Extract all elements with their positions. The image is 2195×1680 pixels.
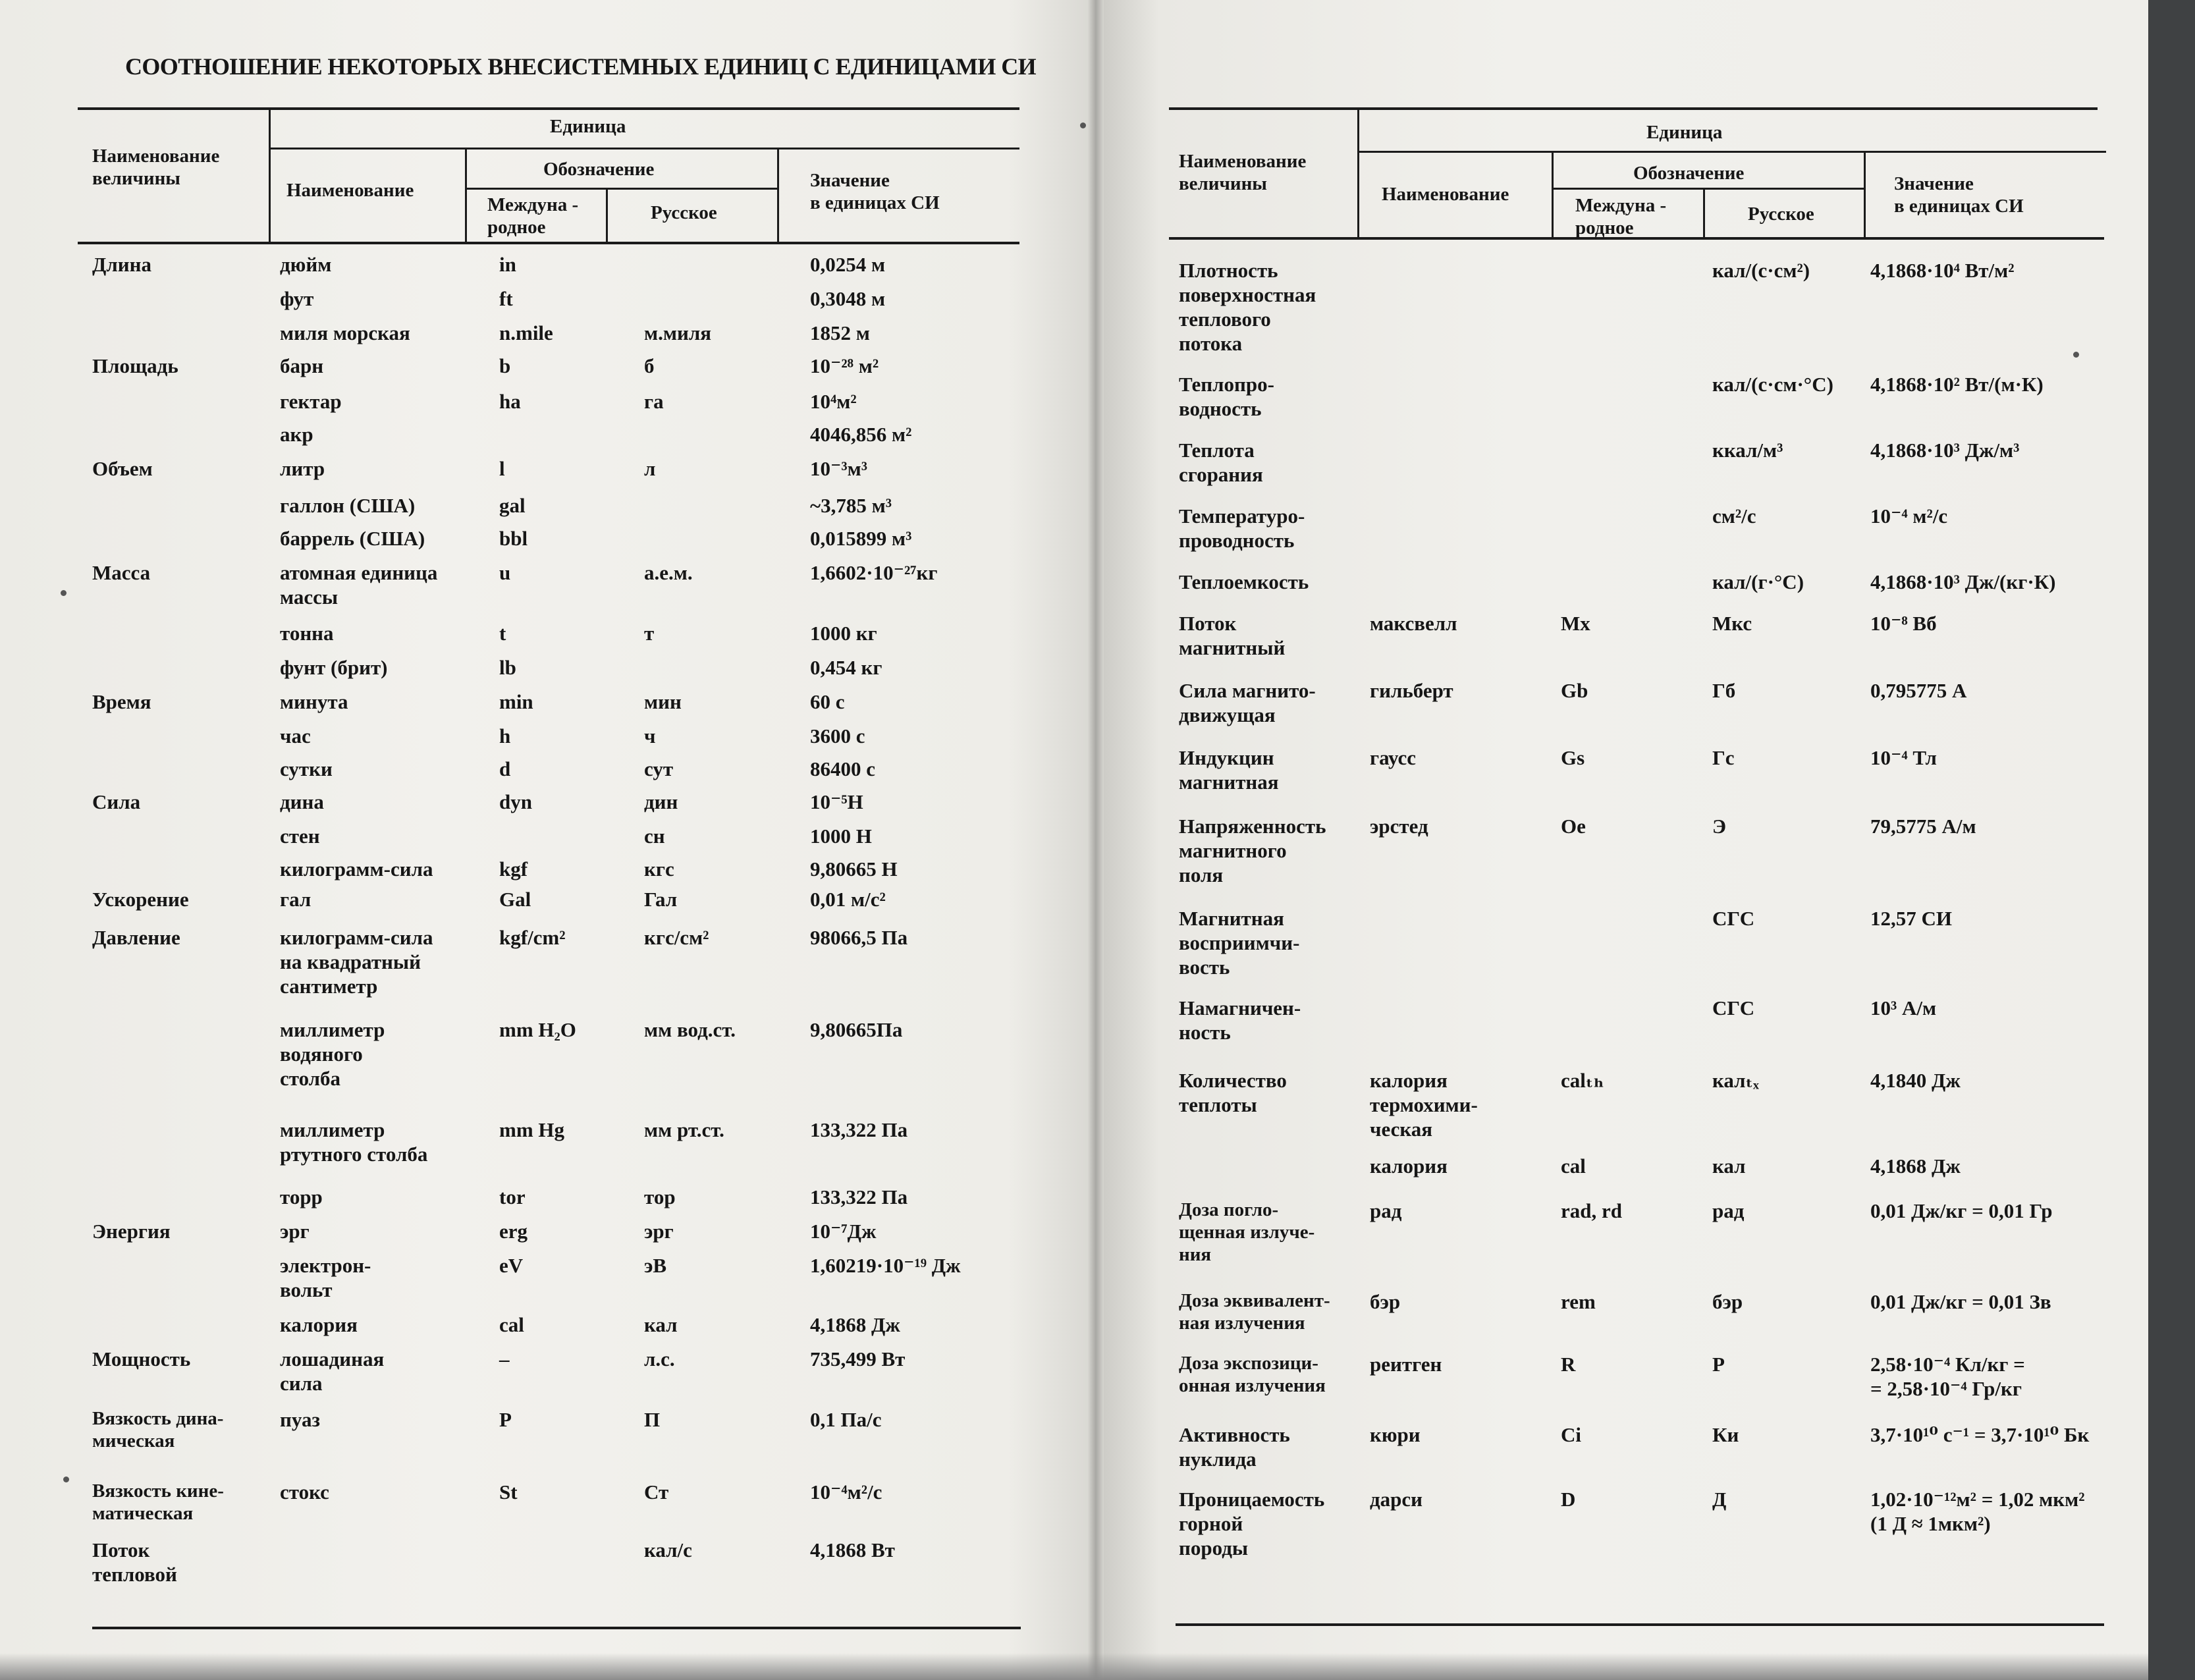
unit-name-cell: дюйм <box>280 253 332 276</box>
international-symbol-cell: rad, rd <box>1561 1199 1622 1222</box>
header-si-value: Значение в единицах СИ <box>810 170 940 213</box>
quantity-cell: Напряженность магнитного поля <box>1179 815 1326 886</box>
si-value-cell: 60 с <box>810 690 845 713</box>
header-quantity: Наименование величины <box>1179 151 1307 194</box>
unit-name-cell: минута <box>280 690 348 713</box>
international-symbol-cell: n.mile <box>499 321 553 344</box>
international-symbol-cell: D <box>1561 1488 1576 1511</box>
header-divider <box>1357 107 1359 238</box>
russian-symbol-cell: калₜₓ <box>1712 1069 1759 1092</box>
unit-name-cell: стокс <box>280 1480 329 1504</box>
unit-name-cell: гаусс <box>1370 746 1417 769</box>
russian-symbol-cell: СГС <box>1712 907 1755 930</box>
unit-name-cell: килограмм-сила на квадратный сантиметр <box>280 926 433 998</box>
si-value-cell: 0,01 Дж/кг = 0,01 Зв <box>1870 1290 2051 1313</box>
russian-symbol-cell: П <box>644 1408 661 1431</box>
si-value-cell: 1852 м <box>810 321 870 344</box>
si-value-cell: 10⁻⁵Н <box>810 790 863 813</box>
header-bottom-rule <box>78 242 1019 244</box>
si-value-cell: 10⁻⁷Дж <box>810 1220 877 1243</box>
header-top-rule <box>1169 107 2098 110</box>
unit-name-cell: миля морская <box>280 321 410 344</box>
unit-name-cell: гал <box>280 888 312 911</box>
unit-name-cell: стен <box>280 825 320 848</box>
international-symbol-cell: calₜₕ <box>1561 1069 1604 1092</box>
quantity-cell: Объем <box>92 457 153 480</box>
russian-symbol-cell: бэр <box>1712 1290 1743 1313</box>
russian-symbol-cell: мм рт.ст. <box>644 1118 724 1141</box>
left-table-bottom-rule <box>92 1627 1021 1629</box>
si-value-cell: 12,57 СИ <box>1870 907 1952 930</box>
si-value-cell: 4,1868 Вт <box>810 1538 895 1561</box>
unit-name-cell: калория <box>280 1313 358 1336</box>
russian-symbol-cell: дин <box>644 790 678 813</box>
russian-symbol-cell: сут <box>644 757 674 780</box>
quantity-cell: Вязкость кине- матическая <box>92 1480 224 1524</box>
russian-symbol-cell: кал <box>644 1313 678 1336</box>
si-value-cell: 10⁻⁴м²/с <box>810 1480 882 1504</box>
international-symbol-cell: P <box>499 1408 512 1431</box>
russian-symbol-cell: ч <box>644 724 656 747</box>
unit-name-cell: баррель (США) <box>280 527 425 550</box>
unit-name-cell: торр <box>280 1185 323 1208</box>
quantity-cell: Площадь <box>92 354 178 377</box>
russian-symbol-cell: Э <box>1712 815 1727 838</box>
unit-name-cell: максвелл <box>1370 612 1457 635</box>
si-value-cell: 0,015899 м³ <box>810 527 912 550</box>
international-symbol-cell: b <box>499 354 511 377</box>
quantity-cell: Количество теплоты <box>1179 1069 1287 1116</box>
header-divider <box>1864 151 1866 238</box>
si-value-cell: 10⁻³м³ <box>810 457 868 480</box>
si-value-cell: 1000 Н <box>810 825 872 848</box>
russian-symbol-cell: а.е.м. <box>644 561 693 584</box>
designation-rule <box>1553 188 1865 190</box>
si-value-cell: 4,1868·10² Вт/(м·К) <box>1870 373 2044 396</box>
quantity-cell: Индукцин магнитная <box>1179 746 1279 794</box>
designation-rule <box>466 188 778 190</box>
quantity-cell: Доза погло- щенная излуче- ния <box>1179 1199 1315 1265</box>
header-divider <box>269 107 271 243</box>
russian-symbol-cell: кгс <box>644 857 674 881</box>
unit-name-cell: килограмм-сила <box>280 857 433 881</box>
paper-speck <box>1080 122 1086 128</box>
international-symbol-cell: kgf <box>499 857 528 881</box>
quantity-cell: Энергия <box>92 1220 171 1243</box>
header-unit: Единица <box>550 116 626 137</box>
unit-name-cell: калория термохими- ческая <box>1370 1069 1478 1141</box>
quantity-cell: Сила магнито- движущая <box>1179 679 1316 726</box>
russian-symbol-cell: Гб <box>1712 679 1736 702</box>
header-si-value: Значение в единицах СИ <box>1894 173 2024 217</box>
unit-name-cell: сутки <box>280 757 333 780</box>
international-symbol-cell: Oe <box>1561 815 1586 838</box>
russian-symbol-cell: кал/(с·см·°С) <box>1712 373 1833 396</box>
russian-symbol-cell: мм вод.ст. <box>644 1018 736 1041</box>
international-symbol-cell: gal <box>499 494 526 517</box>
header-designation: Обозначение <box>543 159 655 180</box>
russian-symbol-cell: тор <box>644 1185 676 1208</box>
international-symbol-cell: cal <box>1561 1154 1586 1178</box>
quantity-cell: Сила <box>92 790 141 813</box>
quantity-cell: Проницаемость горной породы <box>1179 1488 1325 1559</box>
header-top-rule <box>78 107 1019 110</box>
unit-name-cell: лошадиная сила <box>280 1347 385 1395</box>
unit-name-cell: электрон- вольт <box>280 1254 371 1301</box>
international-symbol-cell: mm H₂O <box>499 1018 576 1041</box>
international-symbol-cell: Ci <box>1561 1423 1581 1446</box>
si-value-cell: 0,01 м/с² <box>810 888 886 911</box>
si-value-cell: 133,322 Па <box>810 1185 908 1208</box>
russian-symbol-cell: кал/(г·°С) <box>1712 570 1804 593</box>
russian-symbol-cell: б <box>644 354 655 377</box>
header-divider <box>1703 188 1705 238</box>
russian-symbol-cell: Ки <box>1712 1423 1739 1446</box>
russian-symbol-cell: л <box>644 457 656 480</box>
si-value-cell: 1,6602·10⁻²⁷кг <box>810 561 938 584</box>
russian-symbol-cell: м.миля <box>644 321 712 344</box>
unit-name-cell: дарси <box>1370 1488 1423 1511</box>
si-value-cell: 1,02·10⁻¹²м² = 1,02 мкм² (1 Д ≈ 1мкм²) <box>1870 1488 2085 1535</box>
header-name: Наименование <box>286 180 414 201</box>
international-symbol-cell: h <box>499 724 511 747</box>
si-value-cell: 98066,5 Па <box>810 926 908 949</box>
international-symbol-cell: lb <box>499 656 516 679</box>
header-designation: Обозначение <box>1633 163 1745 184</box>
si-value-cell: 4,1868 Дж <box>810 1313 900 1336</box>
international-symbol-cell: – <box>499 1347 510 1370</box>
si-value-cell: 0,3048 м <box>810 287 886 310</box>
header-russian: Русское <box>1748 203 1814 225</box>
international-symbol-cell: Gb <box>1561 679 1588 702</box>
quantity-cell: Вязкость дина- мическая <box>92 1408 224 1451</box>
international-symbol-cell: dyn <box>499 790 532 813</box>
unit-name-cell: гильберт <box>1370 679 1453 702</box>
page-title: СООТНОШЕНИЕ НЕКОТОРЫХ ВНЕСИСТЕМНЫХ ЕДИНИЦ С ЕДИНИЦАМИ СИ <box>125 53 1037 80</box>
quantity-cell: Температуро- проводность <box>1179 504 1305 552</box>
russian-symbol-cell: СГС <box>1712 996 1755 1019</box>
international-symbol-cell: min <box>499 690 533 713</box>
si-value-cell: 4046,856 м² <box>810 423 912 446</box>
russian-symbol-cell: мин <box>644 690 682 713</box>
quantity-cell: Теплоемкость <box>1179 570 1309 593</box>
si-value-cell: 0,795775 А <box>1870 679 1967 702</box>
quantity-cell: Масса <box>92 561 151 584</box>
header-divider <box>465 148 467 243</box>
si-value-cell: 3600 с <box>810 724 865 747</box>
unit-name-cell: рад <box>1370 1199 1402 1222</box>
international-symbol-cell: erg <box>499 1220 528 1243</box>
si-value-cell: 0,454 кг <box>810 656 882 679</box>
unit-name-cell: кюри <box>1370 1423 1421 1446</box>
russian-symbol-cell: эрг <box>644 1220 674 1243</box>
header-divider <box>777 148 779 243</box>
russian-symbol-cell: сн <box>644 825 665 848</box>
russian-symbol-cell: л.с. <box>644 1347 675 1370</box>
book-spine <box>1088 0 1104 1680</box>
international-symbol-cell: R <box>1561 1353 1576 1376</box>
si-value-cell: 9,80665Па <box>810 1018 903 1041</box>
si-value-cell: 10⁻²⁸ м² <box>810 354 879 377</box>
quantity-cell: Плотность поверхностная теплового потока <box>1179 259 1316 355</box>
quantity-cell: Длина <box>92 253 151 276</box>
unit-name-cell: эрстед <box>1370 815 1428 838</box>
si-value-cell: 1,60219·10⁻¹⁹ Дж <box>810 1254 961 1277</box>
international-symbol-cell: t <box>499 622 506 645</box>
russian-symbol-cell: эВ <box>644 1254 667 1277</box>
unit-name-cell: миллиметр ртутного столба <box>280 1118 428 1166</box>
unit-name-cell: фунт (брит) <box>280 656 388 679</box>
quantity-cell: Поток магнитный <box>1179 612 1286 659</box>
unit-rule <box>270 148 1019 149</box>
russian-symbol-cell: см²/с <box>1712 504 1756 528</box>
si-value-cell: 3,7·10¹⁰ с⁻¹ = 3,7·10¹⁰ Бк <box>1870 1423 2090 1446</box>
unit-name-cell: миллиметр водяного столба <box>280 1018 385 1090</box>
si-value-cell: 1000 кг <box>810 622 877 645</box>
si-value-cell: 86400 с <box>810 757 876 780</box>
si-value-cell: 10⁻⁸ Вб <box>1870 612 1937 635</box>
russian-symbol-cell: га <box>644 390 664 413</box>
russian-symbol-cell: Р <box>1712 1353 1725 1376</box>
unit-name-cell: гектар <box>280 390 342 413</box>
header-divider <box>606 188 608 243</box>
paper-speck <box>61 590 67 596</box>
quantity-cell: Активность нуклида <box>1179 1423 1290 1471</box>
unit-name-cell: калория <box>1370 1154 1448 1178</box>
international-symbol-cell: bbl <box>499 527 528 550</box>
international-symbol-cell: d <box>499 757 511 780</box>
quantity-cell: Доза экспозици- онная излучения <box>1179 1353 1326 1396</box>
unit-name-cell: дина <box>280 790 324 813</box>
si-value-cell: 10³ А/м <box>1870 996 1937 1019</box>
quantity-cell: Доза эквивалент- ная излучения <box>1179 1290 1330 1334</box>
quantity-cell: Поток тепловой <box>92 1538 177 1586</box>
unit-name-cell: пуаз <box>280 1408 320 1431</box>
international-symbol-cell: rem <box>1561 1290 1596 1313</box>
quantity-cell: Давление <box>92 926 180 949</box>
unit-name-cell: барн <box>280 354 324 377</box>
russian-symbol-cell: кгс/см² <box>644 926 709 949</box>
header-russian: Русское <box>651 202 717 223</box>
international-symbol-cell: Mx <box>1561 612 1590 635</box>
international-symbol-cell: Gs <box>1561 746 1585 769</box>
quantity-cell: Мощность <box>92 1347 191 1370</box>
quantity-cell: Магнитная восприимчи- вость <box>1179 907 1300 979</box>
si-value-cell: 0,1 Па/с <box>810 1408 882 1431</box>
si-value-cell: 0,01 Дж/кг = 0,01 Гр <box>1870 1199 2053 1222</box>
russian-symbol-cell: кал <box>1712 1154 1746 1178</box>
bottom-shadow <box>0 1653 2148 1680</box>
si-value-cell: 79,5775 А/м <box>1870 815 1976 838</box>
si-value-cell: ~3,785 м³ <box>810 494 892 517</box>
unit-rule <box>1359 151 2106 153</box>
si-value-cell: 2,58·10⁻⁴ Кл/кг = = 2,58·10⁻⁴ Гр/кг <box>1870 1353 2025 1400</box>
header-quantity: Наименование величины <box>92 146 220 189</box>
header-divider <box>1552 151 1554 238</box>
international-symbol-cell: St <box>499 1480 518 1504</box>
russian-symbol-cell: ккал/м³ <box>1712 439 1783 462</box>
unit-name-cell: бэр <box>1370 1290 1401 1313</box>
si-value-cell: 4,1868·10³ Дж/(кг·К) <box>1870 570 2056 593</box>
international-symbol-cell: in <box>499 253 516 276</box>
si-value-cell: 4,1868 Дж <box>1870 1154 1961 1178</box>
russian-symbol-cell: т <box>644 622 655 645</box>
international-symbol-cell: cal <box>499 1313 524 1336</box>
paper-speck <box>2073 352 2079 358</box>
russian-symbol-cell: Гс <box>1712 746 1735 769</box>
header-unit: Единица <box>1646 122 1723 143</box>
international-symbol-cell: ft <box>499 287 513 310</box>
international-symbol-cell: tor <box>499 1185 526 1208</box>
international-symbol-cell: u <box>499 561 511 584</box>
russian-symbol-cell: Ст <box>644 1480 669 1504</box>
russian-symbol-cell: Мкс <box>1712 612 1752 635</box>
si-value-cell: 4,1868·10³ Дж/м³ <box>1870 439 2020 462</box>
international-symbol-cell: Gal <box>499 888 531 911</box>
quantity-cell: Теплота сгорания <box>1179 439 1263 486</box>
unit-name-cell: час <box>280 724 311 747</box>
russian-symbol-cell: Гал <box>644 888 678 911</box>
unit-name-cell: литр <box>280 457 325 480</box>
unit-name-cell: тонна <box>280 622 334 645</box>
binding-edge <box>2148 0 2195 1680</box>
right-table-bottom-rule <box>1176 1623 2104 1626</box>
russian-symbol-cell: кал/с <box>644 1538 692 1561</box>
si-value-cell: 133,322 Па <box>810 1118 908 1141</box>
unit-name-cell: фут <box>280 287 314 310</box>
si-value-cell: 9,80665 Н <box>810 857 898 881</box>
international-symbol-cell: kgf/cm² <box>499 926 566 949</box>
si-value-cell: 0,0254 м <box>810 253 886 276</box>
si-value-cell: 4,1840 Дж <box>1870 1069 1961 1092</box>
si-value-cell: 4,1868·10⁴ Вт/м² <box>1870 259 2015 282</box>
unit-name-cell: галлон (США) <box>280 494 416 517</box>
paper-speck <box>63 1477 69 1482</box>
international-symbol-cell: eV <box>499 1254 524 1277</box>
si-value-cell: 10⁴м² <box>810 390 857 413</box>
si-value-cell: 10⁻⁴ м²/с <box>1870 504 1948 528</box>
si-value-cell: 10⁻⁴ Тл <box>1870 746 1937 769</box>
international-symbol-cell: mm Hg <box>499 1118 565 1141</box>
quantity-cell: Намагничен- ность <box>1179 996 1301 1044</box>
header-international: Междуна - родное <box>1575 195 1667 238</box>
quantity-cell: Время <box>92 690 151 713</box>
si-value-cell: 735,499 Вт <box>810 1347 906 1370</box>
russian-symbol-cell: Д <box>1712 1488 1727 1511</box>
unit-name-cell: акр <box>280 423 313 446</box>
unit-name-cell: атомная единица массы <box>280 561 438 609</box>
international-symbol-cell: ha <box>499 390 521 413</box>
header-name: Наименование <box>1382 184 1509 205</box>
unit-name-cell: эрг <box>280 1220 310 1243</box>
quantity-cell: Ускорение <box>92 888 189 911</box>
russian-symbol-cell: кал/(с·см²) <box>1712 259 1810 282</box>
international-symbol-cell: l <box>499 457 505 480</box>
unit-name-cell: реитген <box>1370 1353 1442 1376</box>
header-international: Междуна - родное <box>487 194 579 238</box>
russian-symbol-cell: рад <box>1712 1199 1745 1222</box>
quantity-cell: Теплопро- водность <box>1179 373 1274 420</box>
